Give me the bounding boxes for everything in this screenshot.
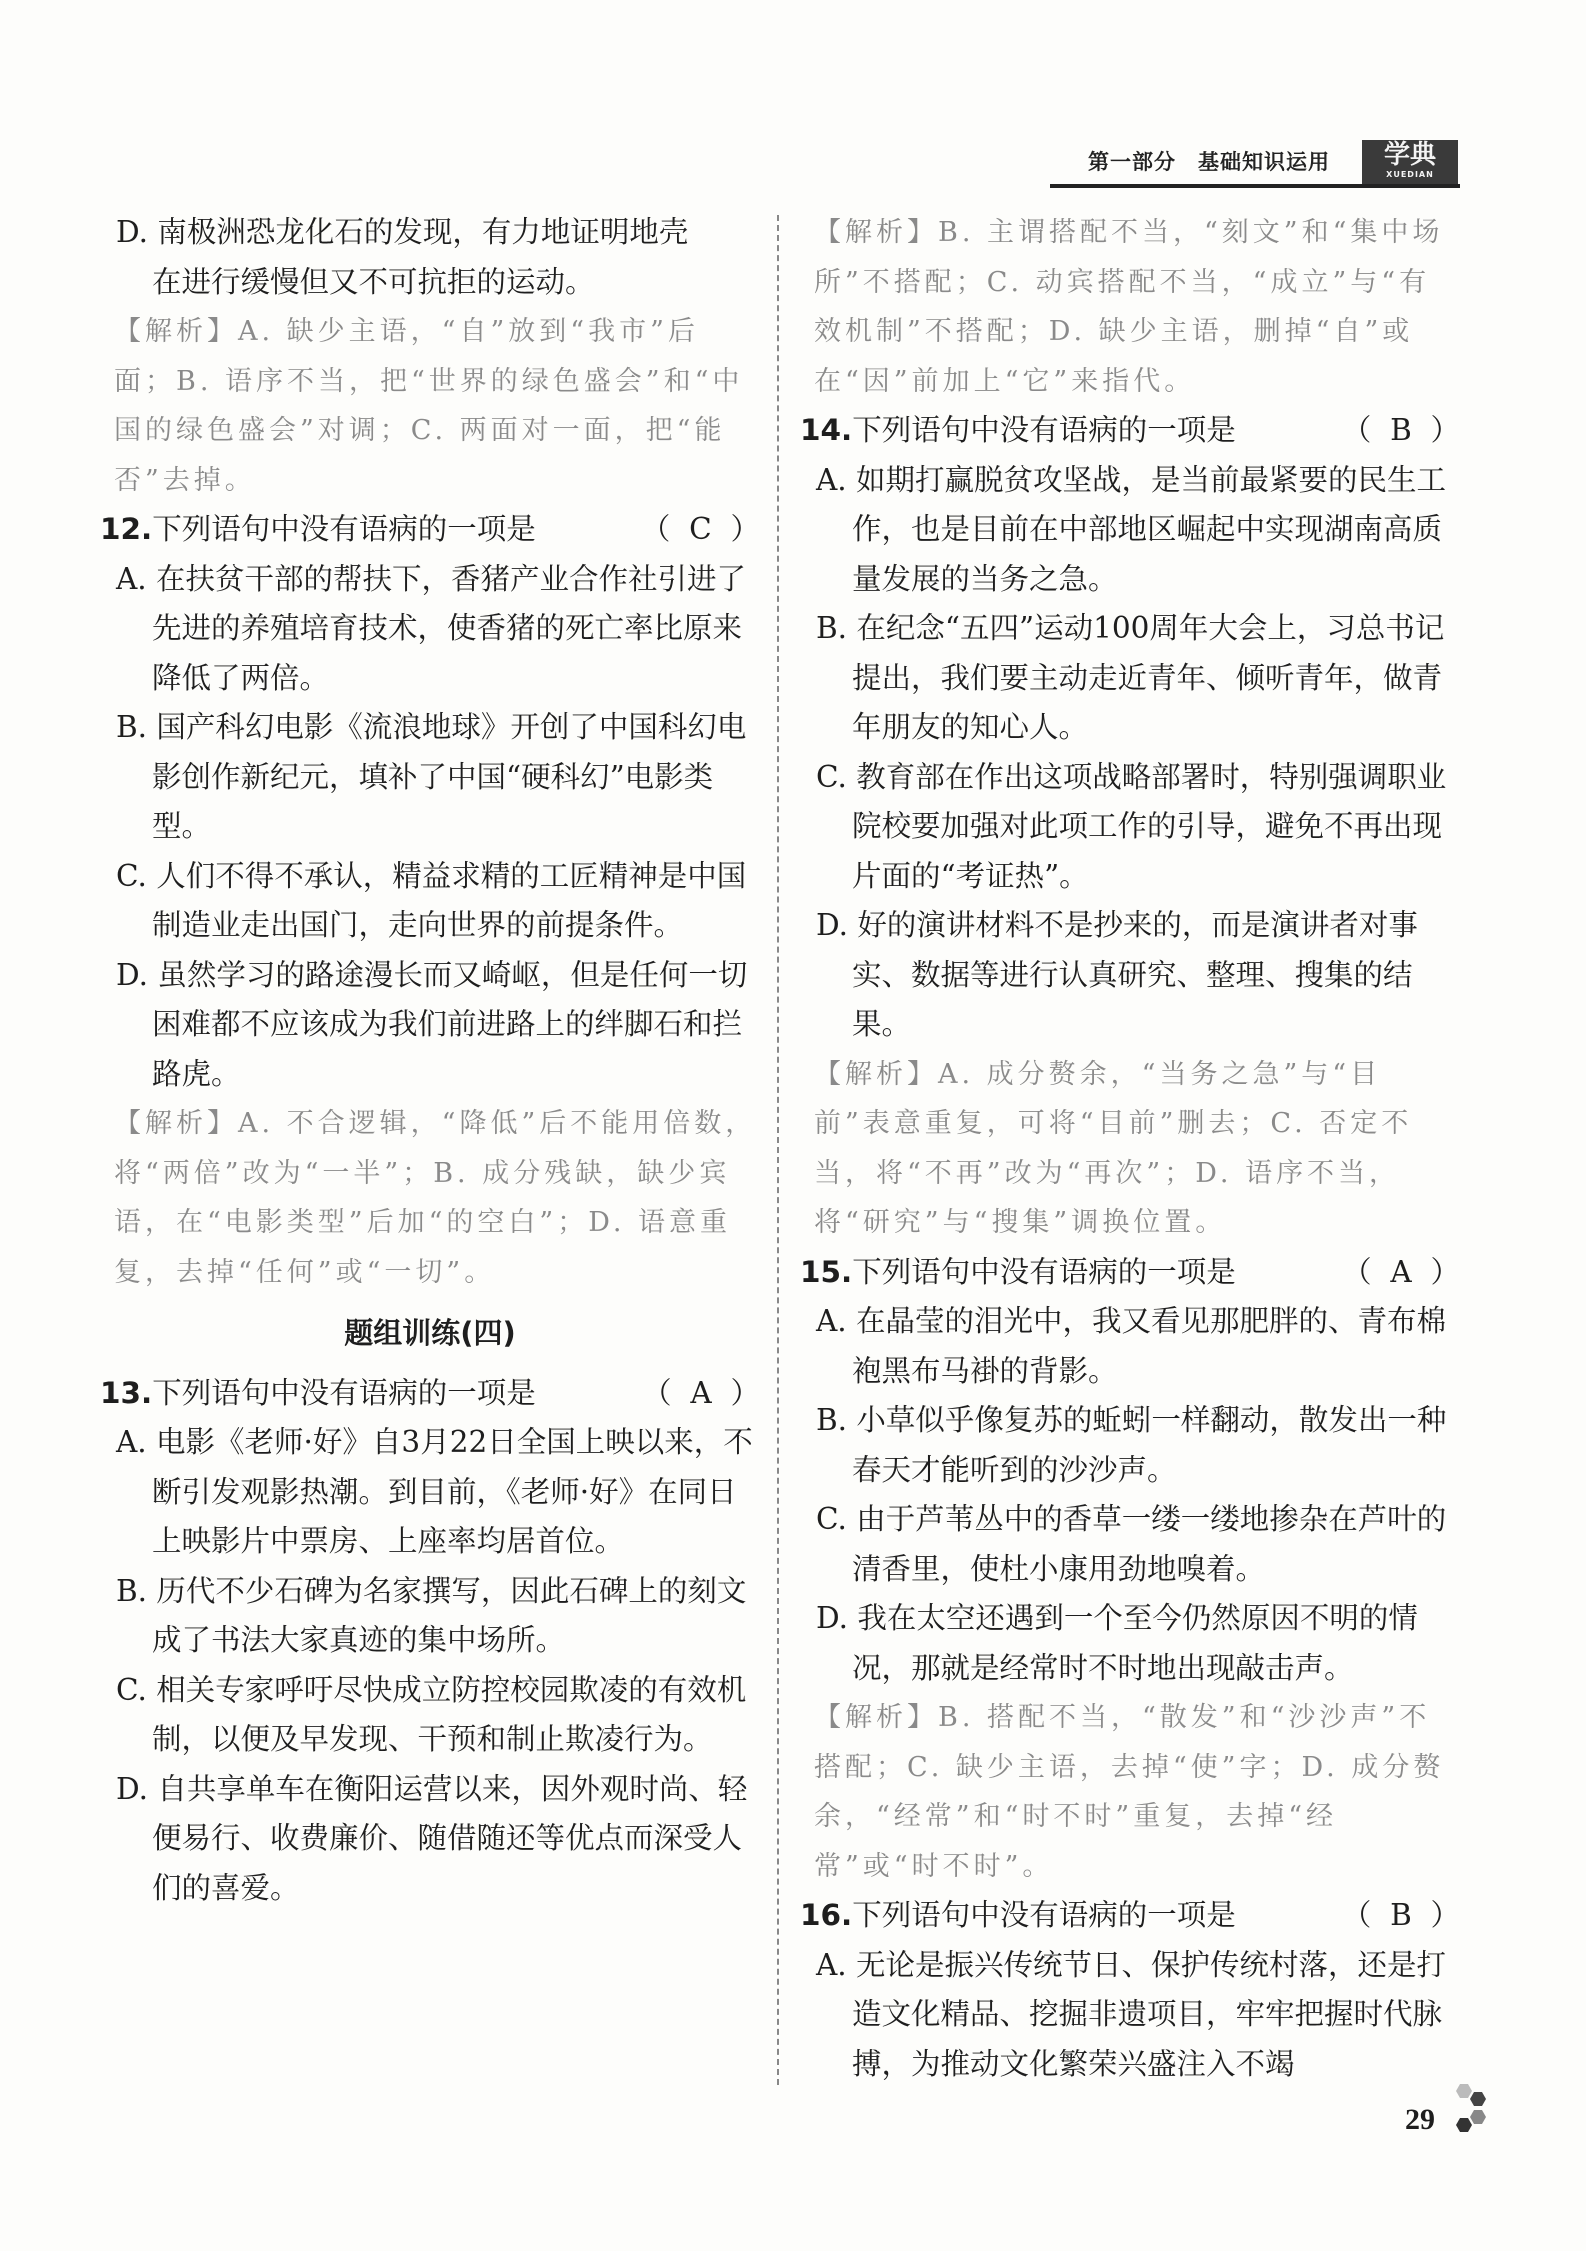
q14-analysis: 【解析】A. 成分赘余，“当务之急”与“目前”表意重复，可将“目前”删去；C. 否定不当，将“不再”改为“再次”；D. 语序不当，将“研究”与“搜集”调换位置。: [814, 1058, 1413, 1238]
q12-option-a: A. 在扶贫干部的帮扶下，香猪产业合作社引进了先进的养殖培育技术，使香猪的死亡率比原来降低了两倍。: [116, 561, 747, 695]
page-header: [1050, 140, 1460, 188]
q13-stem: [100, 1369, 760, 1419]
q16-answer: （ B ）: [1341, 1898, 1460, 1932]
q14-answer: （ B ）: [1341, 413, 1460, 447]
q11-analysis: 【解析】A. 缺少主语，“自”放到“我市”后面；B. 语序不当，把“世界的绿色盛会”和“中国的绿色盛会”对调；C. 两面对一面，把“能否”去掉。: [114, 316, 744, 496]
q15-option-d: D. 我在太空还遇到一个至今仍然原因不明的情况，那就是经常时不时地出现敲击声。: [816, 1601, 1418, 1685]
brand-logo: [1362, 140, 1458, 184]
brand-subtitle: XUEDIAN: [1386, 170, 1434, 179]
q15-option-b: B. 小草似乎像复苏的蚯蚓一样翻动，散发出一种春天才能听到的沙沙声。: [816, 1403, 1447, 1487]
left-column: [100, 208, 760, 1913]
q13-option-d: D. 自共享单车在衡阳运营以来，因外观时尚、轻便易行、收费廉价、随借随还等优点而深受人们的喜爱。: [116, 1771, 748, 1905]
q13-option-c: C. 相关专家呼吁尽快成立防控校园欺凌的有效机制，以便及早发现、干预和制止欺凌行为。: [116, 1672, 747, 1756]
q15-text: 下列语句中没有语病的一项是: [852, 1254, 1236, 1289]
q14-number: 14.: [800, 413, 853, 447]
q12-analysis: 【解析】A. 不合逻辑，“降低”后不能用倍数，将“两倍”改为“一半”；B. 成分残缺，缺少宾语，在“电影类型”后加“的空白”；D. 语意重复，去掉“任何”或“一切”。: [114, 1108, 757, 1288]
q15-option-a: A. 在晶莹的泪光中，我又看见那肥胖的、青布棉袍黑布马褂的背影。: [816, 1304, 1447, 1388]
section-title: 题组训练(四): [344, 1316, 516, 1350]
q16-option-a: A. 无论是振兴传统节日、保护传统村落，还是打造文化精品、挖掘非遗项目，牢牢把握时代脉搏，为推动文化繁荣兴盛注入不竭: [816, 1947, 1447, 2081]
q13-analysis: 【解析】B. 主谓搭配不当，“刻文”和“集中场所”不搭配；C. 动宾搭配不当，“成立”与“有效机制”不搭配；D. 缺少主语，删掉“自”或在“因”前加上“它”来指代。: [814, 217, 1444, 397]
q13-number: 13.: [100, 1375, 153, 1410]
q11-option-d: [100, 208, 760, 307]
q14-text: 下列语句中没有语病的一项是: [852, 413, 1236, 447]
q13-text: 下列语句中没有语病的一项是: [152, 1375, 536, 1410]
q14-stem: [800, 406, 1460, 456]
q14-option-c: C. 教育部在作出这项战略部署时，特别强调职业院校要加强对此项工作的引导，避免不再出现片面的“考证热”。: [816, 759, 1447, 893]
q14-option-b: B. 在纪念“五四”运动100周年大会上，习总书记提出，我们要主动走近青年、倾听青年，做青年朋友的知心人。: [816, 611, 1445, 744]
q16-text: 下列语句中没有语病的一项是: [852, 1898, 1236, 1932]
q15-analysis: 【解析】B. 搭配不当，“散发”和“沙沙声”不搭配；C. 缺少主语，去掉“使”字；D. 成分赘余，“经常”和“时不时”重复，去掉“经常”或“时不时”。: [814, 1702, 1445, 1882]
q12-number: 12.: [100, 512, 153, 546]
q11-option-d-line2: 在进行缓慢但又不可抗拒的运动。: [152, 264, 595, 299]
q16-number: 16.: [800, 1898, 853, 1932]
section-label: 第一部分 基础知识运用: [1088, 150, 1330, 174]
q12-text: 下列语句中没有语病的一项是: [152, 512, 536, 546]
q15-answer: （ A ）: [1342, 1254, 1460, 1289]
column-divider: [777, 215, 779, 2085]
q14-option-d: D. 好的演讲材料不是抄来的，而是演讲者对事实、数据等进行认真研究、整理、搜集的结果。: [816, 908, 1418, 1041]
q15-option-c: C. 由于芦苇丛中的香草一缕一缕地掺杂在芦叶的清香里，使杜小康用劲地嗅着。: [816, 1502, 1447, 1586]
right-column: [800, 208, 1460, 2089]
hexagon-decoration-icon: [1440, 2080, 1500, 2140]
q15-stem: [800, 1248, 1460, 1298]
q12-option-b: B. 国产科幻电影《流浪地球》开创了中国科幻电影创作新纪元，填补了中国“硬科幻”电影类型。: [116, 710, 747, 843]
q12-answer: （ C ）: [640, 512, 760, 546]
q11-option-d-line1: D. 南极洲恐龙化石的发现，有力地证明地壳: [116, 215, 689, 249]
q13-option-b: B. 历代不少石碑为名家撰写，因此石碑上的刻文成了书法大家真迹的集中场所。: [116, 1573, 747, 1657]
brand-name: 学典: [1383, 140, 1436, 170]
page-number: 29: [1405, 2103, 1435, 2136]
q14-option-a: A. 如期打赢脱贫攻坚战，是当前最紧要的民生工作，也是目前在中部地区崛起中实现湖南高质量发展的当务之急。: [816, 462, 1447, 596]
q13-answer: （ A ）: [642, 1375, 760, 1410]
q12-stem: [100, 505, 760, 555]
q16-stem: [800, 1891, 1460, 1941]
q12-option-d: D. 虽然学习的路途漫长而又崎岖，但是任何一切困难都不应该成为我们前进路上的绊脚石和拦路虎。: [116, 957, 748, 1091]
q12-option-c: C. 人们不得不承认，精益求精的工匠精神是中国制造业走出国门，走向世界的前提条件。: [116, 858, 747, 942]
q15-number: 15.: [800, 1254, 853, 1289]
q13-option-a: A. 电影《老师·好》自3月22日全国上映以来，不断引发观影热潮。到目前，《老师·好》在同日上映影片中票房、上座率均居首位。: [116, 1425, 753, 1558]
